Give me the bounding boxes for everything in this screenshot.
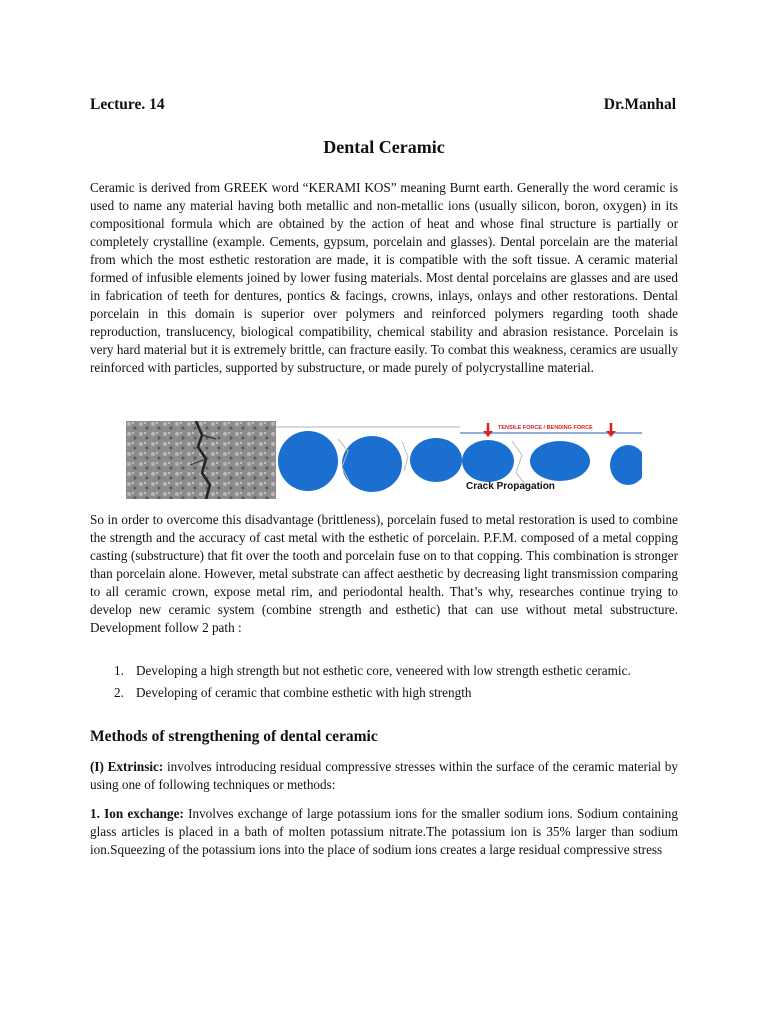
crack-propagation-label: Crack Propagation: [466, 481, 555, 492]
particle-5: [530, 441, 590, 481]
ion-exchange-paragraph: [90, 805, 678, 859]
pfm-paragraph: So in order to overcome this disadvantage (brittleness), porcelain fused to metal restoration is used to combine the strength and the accuracy of cast metal with the esthetic of porcelain. P.F.M. composed of a metal copping casting (substructure) that fit over the tooth and porcelain fuse on to that copping. This combination is stronger than porcelain alone. However, metal substrate can affect aesthetic by decreasing light transmission comparing to all ceramic crown, expose metal rim, and periodontal health. That’s why, researches continue trying to develop new ceramic system (combine strength and esthetic) that can use without metal substructure. Development follow 2 path :: [90, 512, 678, 635]
particle-3: [410, 438, 462, 482]
list-number: 1.: [114, 663, 124, 678]
ion-exchange-text: Involves exchange of large potassium ions for the smaller sodium ions. Sodium containing glass articles is placed in a bath of molten potassium nitrate.The potassium ion is 35% larger than sodium ion.Squeezing of the potassium ions into the place of sodium ions creates a large residual compressive stress: [90, 806, 678, 857]
development-paths-list: [90, 662, 678, 706]
list-item: [90, 684, 678, 702]
page-header: [90, 96, 676, 114]
particle-4: [462, 440, 514, 482]
intro-paragraph: Ceramic is derived from GREEK word “KERAMI KOS” meaning Burnt earth. Generally the word ceramic is used to name any material having both metallic and non-metallic ions (usually silicon, boron, oxygen) in its compositional formula which are obtained by the action of heat and whose final structure is partially or completely crystalline (example. Cements, gypsum, porcelain and glasses). Dental porcelain are the material from which the most esthetic restoration are made, it is compatible with the soft tissue. A ceramic material formed of infusible elements joined by lower fusing materials. Most dental porcelains are glasses and are used in fabrication of teeth for dentures, pontics & facings, crowns, inlays, onlays and other restorations. Dental porcelain in this domain is superior over polymers and reinforced polymers regarding tooth shade reproduction, translucency, biological compatibility, chemical stability and abrasion resistance. Porcelain is very hard material but it is extremely brittle, can fracture easily. To combat this weakness, ceramics are usually reinforced with particles, supported by substructure, or made purely of polycrystalline material.: [90, 180, 678, 375]
crack-propagation-figure: [126, 421, 642, 499]
micrograph-image: [126, 421, 276, 499]
list-number: 2.: [114, 685, 124, 700]
page-title: Dental Ceramic: [323, 137, 445, 157]
list-text: Developing of ceramic that combine esthetic with high strength: [136, 685, 472, 700]
list-item: [90, 662, 678, 680]
extrinsic-paragraph: [90, 758, 678, 794]
methods-heading: Methods of strengthening of dental ceramic: [90, 728, 378, 745]
tensile-force-label: TENSILE FORCE / BENDING FORCE: [498, 425, 593, 431]
ion-exchange-label: 1. Ion exchange:: [90, 806, 184, 821]
ceramic-particle-diagram: [276, 421, 642, 499]
micrograph-texture: [126, 421, 276, 499]
particle-1: [278, 431, 338, 491]
list-text: Developing a high strength but not esthetic core, veneered with low strength esthetic ceramic.: [136, 663, 631, 678]
extrinsic-label: (I) Extrinsic:: [90, 759, 164, 774]
extrinsic-text: involves introducing residual compressive stresses within the surface of the ceramic material by using one of following techniques or methods:: [90, 759, 678, 792]
author-name: Dr.Manhal: [603, 96, 676, 113]
particle-diagram-svg: [276, 421, 642, 499]
particle-2: [342, 436, 402, 492]
lecture-number: Lecture. 14: [90, 96, 165, 113]
